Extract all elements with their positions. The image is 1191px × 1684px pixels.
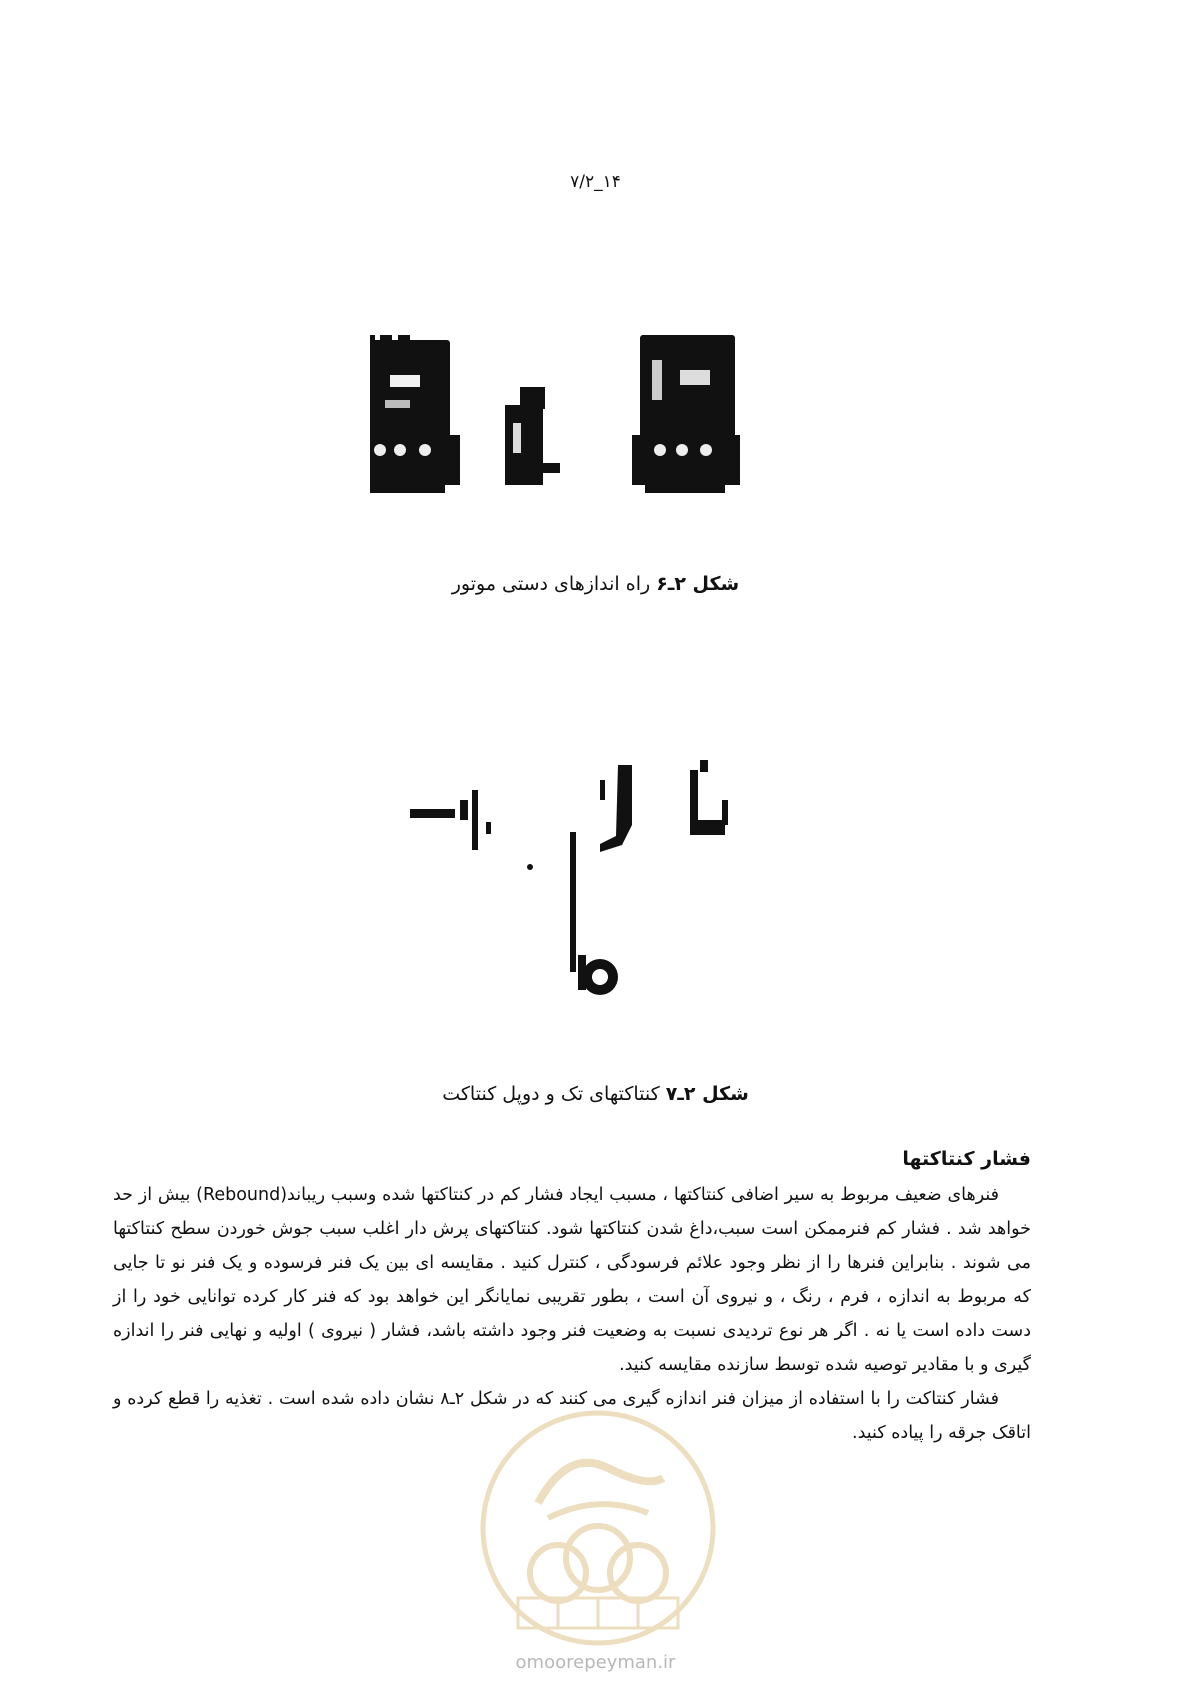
starter-right-image	[632, 335, 740, 493]
watermark-site: omoorepeyman.ir	[515, 1652, 676, 1673]
section-paragraph: فشار کنتاکت را با استفاده از میزان فنر اندازه گیری می کنند که در شکل ۲ـ۸ نشان داده شده است . تغذیه را قطع کرده و اتاقک جرقه را پیاده کنید.	[113, 1389, 1031, 1443]
starter-left-image	[370, 335, 460, 493]
figure-caption-text: راه اندازهای دستی موتور	[451, 573, 651, 595]
figure-caption-text: کنتاکتهای تک و دوپل کنتاکت	[442, 1083, 660, 1105]
contact-hook-image	[690, 760, 728, 835]
watermark-logo	[478, 1408, 718, 1648]
section-title: فشار کنتاکتها	[902, 1148, 1031, 1170]
contact-arm-image	[570, 765, 632, 995]
starter-middle-image	[505, 387, 560, 485]
contact-bar-image	[410, 790, 533, 870]
figure-label: شکل ۲ـ۷	[665, 1083, 749, 1105]
figure-caption-2-7	[0, 1083, 1191, 1105]
figure-manual-motor-starters	[370, 335, 810, 535]
section-paragraph: فنرهای ضعیف مربوط به سیر اضافی کنتاکتها ، مسبب ایجاد فشار کم در کنتاکتها شده وسبب ریباند(Rebound) بیش از حد خواهد شد . فشار کم فنرممکن است سبب،داغ شدن کنتاکتها شود. کنتاکتهای پرش دار اغلب سبب جوش خوردن سطح کنتاکتها می شوند . بنابراین فنرها را از نظر وجود علائم فرسودگی ، کنترل کنید . مقایسه ای بین یک فنر فرسوده و یک فنر نو تا جایی که مربوط به اندازه ، فرم ، رنگ ، و نیروی آن است ، بطور تقریبی نمایانگر این خواهد بود که فنر کار کرده توانایی خود را از دست داده است یا نه . اگر هر نوع تردیدی نسبت به وضعیت فنر وجود داشته باشد، فشار ( نیروی ) اولیه و نهایی فنر را اندازه گیری و با مقادیر توصیه شده توسط سازنده مقایسه کنید.	[113, 1185, 1031, 1375]
figure-caption-2-6	[0, 573, 1191, 595]
contact-pressure-section	[113, 1148, 1031, 1450]
figure-label: شکل ۲ـ۶	[656, 573, 740, 595]
figure-contacts	[400, 750, 800, 1050]
page-number: ۷/۲_۱۴	[570, 172, 621, 192]
